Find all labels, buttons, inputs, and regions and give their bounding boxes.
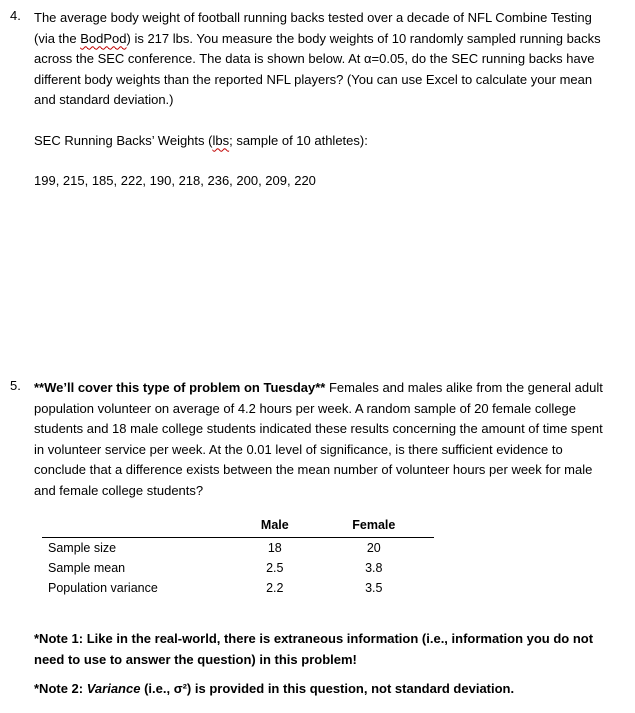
question-4 <box>10 8 615 192</box>
weights-data: 199, 215, 185, 222, 190, 218, 236, 200, 209, 220 <box>34 173 316 188</box>
question-4-number: 4. <box>10 8 21 23</box>
female-value: 20 <box>366 541 381 555</box>
table-row <box>42 538 434 559</box>
table-header-row <box>42 516 434 538</box>
tuesday-notice: **We’ll cover this type of problem on Tuesday** <box>34 380 326 395</box>
table-row <box>42 578 434 598</box>
male-value: 2.2 <box>266 581 284 595</box>
table-header-blank <box>42 516 236 538</box>
table-header-male: Male <box>236 516 314 538</box>
statistics-table <box>42 516 434 598</box>
table-row <box>42 558 434 578</box>
question-5-text: **We’ll cover this type of problem on Tuesday** Females and males alike from the general adult population volunteer on average of 4.2 hours per week. A random sample of 20 female college students and 18 male college students indicated these results concerning the amount of time spent in volunteer service per week. At the 0.01 level of significance, is there sufficient evidence to conclude that a difference exists between the mean number of volunteer hours per week for male and female college students? <box>34 380 603 498</box>
note-2: *Note 2: Variance (i.e., σ²) is provided in this question, not standard deviation. <box>34 681 515 696</box>
spellcheck-word: lbs <box>212 132 230 148</box>
note-1: *Note 1: Like in the real-world, there is extraneous information (i.e., information you do not need to use to answer the question) in this problem! <box>34 631 594 667</box>
row-label: Sample mean <box>48 561 126 575</box>
question-5 <box>10 378 615 501</box>
table-header-female: Female <box>314 516 434 538</box>
spellcheck-word: BodPod <box>80 30 127 46</box>
row-label: Sample size <box>48 541 117 555</box>
female-value: 3.5 <box>365 581 383 595</box>
male-value: 2.5 <box>266 561 284 575</box>
weights-heading: SEC Running Backs’ Weights (lbs; sample of 10 athletes): <box>34 132 368 148</box>
male-value: 18 <box>267 541 282 555</box>
question-5-number: 5. <box>10 378 21 393</box>
row-label: Population variance <box>48 581 158 595</box>
female-value: 3.8 <box>365 561 383 575</box>
question-4-text: The average body weight of football running backs tested over a decade of NFL Combine Testing (via the BodPod) is 217 lbs. You measure the body weights of 10 randomly sampled running backs across the SEC conference. The data is shown below. At α=0.05, do the SEC running backs have different body weights than the reported NFL players? (You can use Excel to calculate your mean and standard deviation.) <box>34 10 601 107</box>
